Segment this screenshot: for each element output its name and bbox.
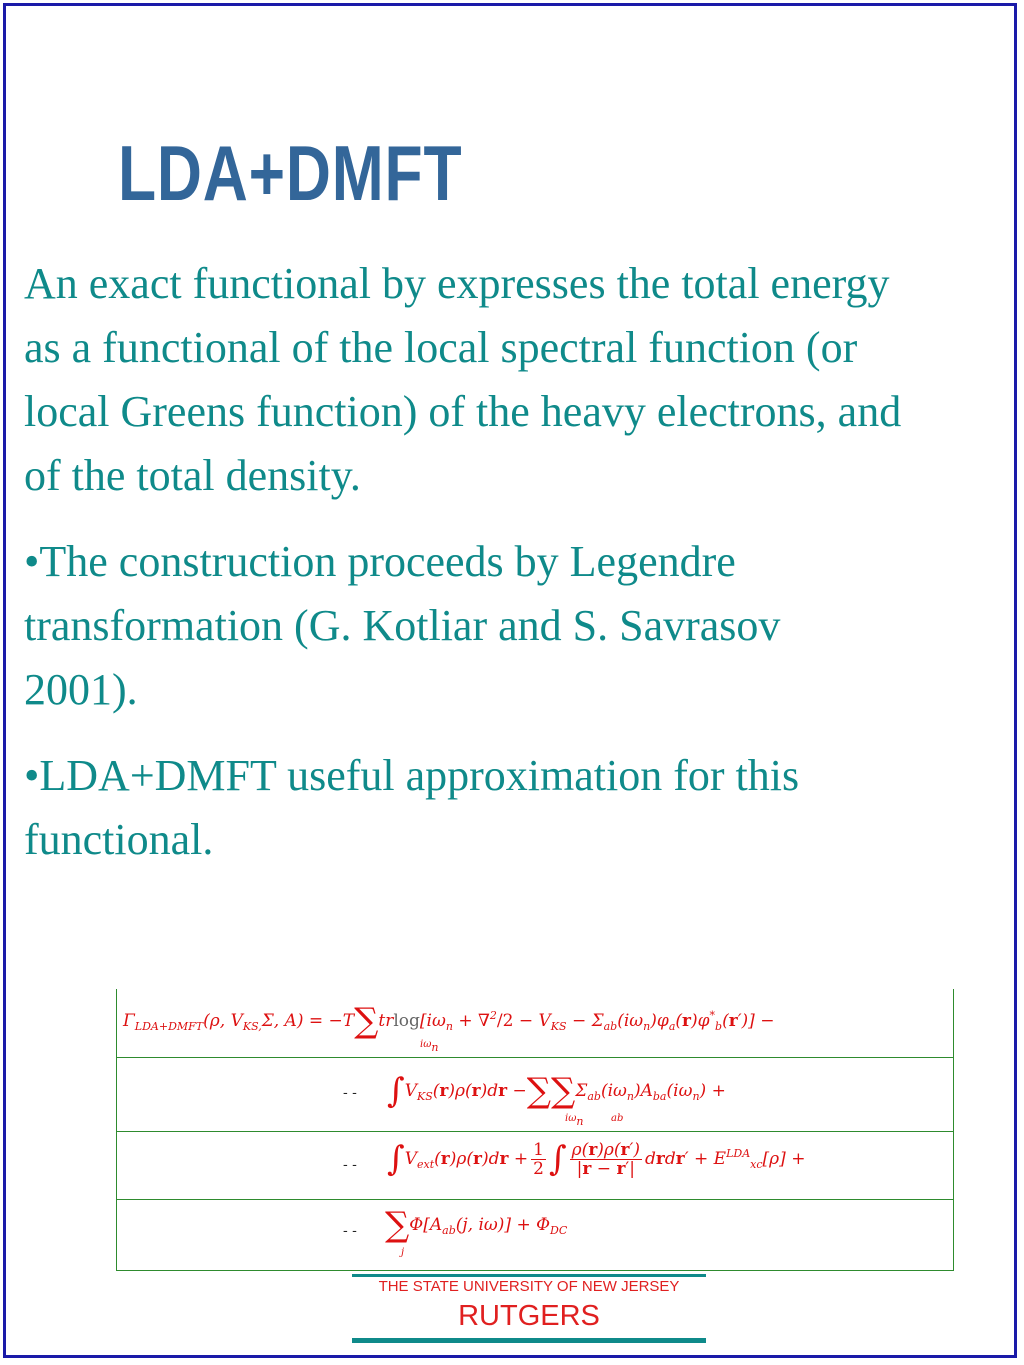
formula-row-3: - - $\int V_{ext}(r)\rho(r)dr$ + $\frac{1}{2}$ ∫ $\frac{\rho(r)\rho(r')}{|r - r'|}$ drdr′ + $E^{LDA}_{xc}[\rho]$ + [117,1131,953,1200]
paragraph-intro: An exact functional by expresses the total energy as a functional of the local spectral function (or local Greens function) of the heavy electrons, and of the total density. [24,259,902,500]
footer-bottom-rule [352,1338,706,1343]
bullet-approximation: •LDA+DMFT useful approximation for this functional. [24,751,800,864]
footer-rutgers-logo: RUTGERS [458,1300,600,1332]
slide-body [24,252,904,894]
row-leader: - - [343,1085,357,1101]
footer-top-rule [352,1274,706,1277]
formula-row-2: - - $\int V_{KS}(r)\rho(r)dr -\sum\sum\Sigma_{ab}(i\omega_n)A_{ba}(i\omega_n)$ + iωn ab [117,1057,953,1132]
formula-row-1: $\Gamma_{LDA+DMFT}(\rho$, $V_{KS,}\Sigma$, $A) = -T\sum trlog[i\omega_n + \nabla^2/2 - V_{KS} - \Sigma_{ab}(i\omega_n)\varphi_a(r)\varphi^*_b(r')]$ − iωn [117,989,953,1058]
formula-row-4: - - $\sum\Phi[A_{ab}(j$, $i\omega)] + \Phi_{DC}$ j [343,1205,568,1258]
bullet-construction: •The construction proceeds by Legendre transformation (G. Kotliar and S. Savrasov 2001). [24,537,781,714]
formula-table [116,989,954,1271]
slide-title: LDA+DMFT [118,129,463,217]
footer-university: THE STATE UNIVERSITY OF NEW JERSEY [378,1278,680,1295]
